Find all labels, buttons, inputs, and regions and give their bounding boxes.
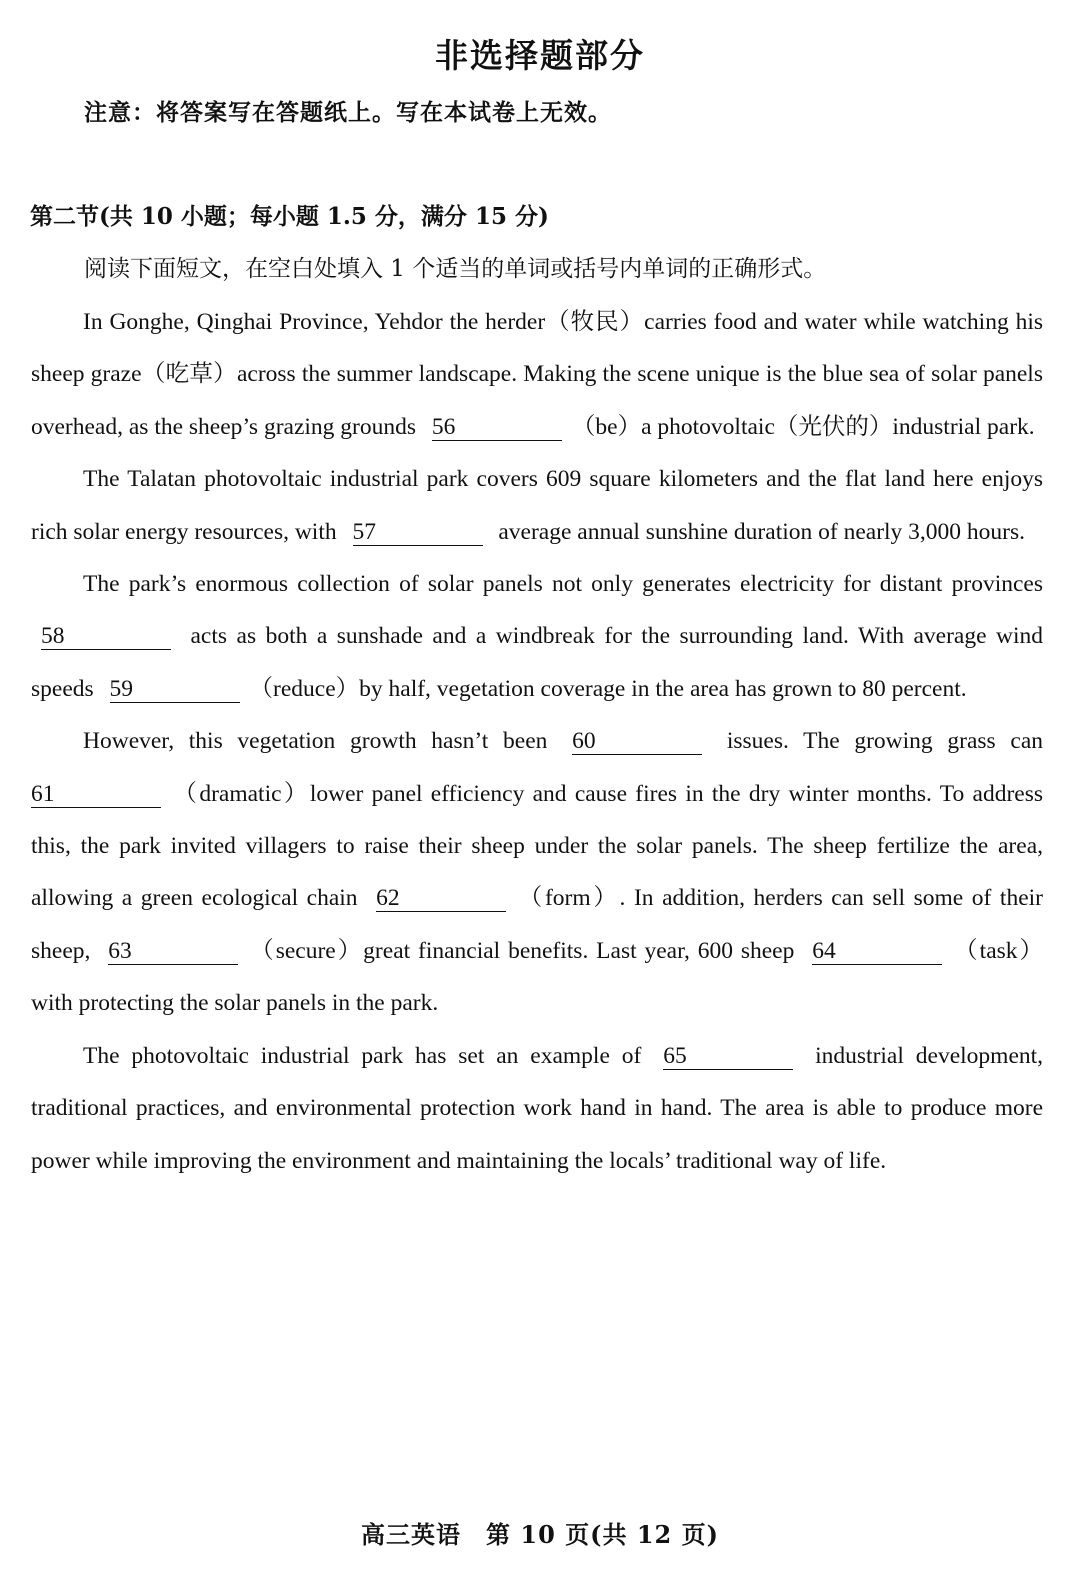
blank-65: 65 bbox=[663, 1043, 793, 1070]
section-heading: 第二节(共 10 小题；每小题 1.5 分，满分 15 分) bbox=[30, 203, 549, 230]
passage-text: （secure）great financial benefits. Last year, 600 sheep bbox=[248, 937, 795, 964]
blank-57: 57 bbox=[353, 519, 483, 546]
blank-61: 61 bbox=[31, 781, 161, 808]
passage-text: industrial development, traditional practices, and environmental protection work hand in hand. The area is able to produce more power while improving the environment and maintaining the locals’ traditional way of life. bbox=[31, 1042, 1044, 1174]
blank-63: 63 bbox=[108, 938, 238, 965]
paragraph-1 bbox=[31, 296, 1043, 453]
passage-text: However, this vegetation growth hasn’t been bbox=[83, 728, 548, 755]
paragraph-2 bbox=[31, 453, 1043, 558]
passage-text: （dramatic）lower panel efficiency and cause fires in the dry winter months. To address this, the park invited villagers to raise their sheep under the solar panels. The sheep fertilize the area, allowing a green ecological chain bbox=[31, 780, 1043, 912]
blank-59: 59 bbox=[110, 676, 240, 703]
passage-text: average annual sunshine duration of nearly 3,000 hours. bbox=[498, 518, 1026, 545]
passage-text: acts as both a sunshade and a windbreak for the surrounding land. With average wind speeds bbox=[31, 623, 1044, 702]
blank-56: 56 bbox=[432, 414, 562, 441]
page-footer: 高三英语 第 10 页(共 12 页) bbox=[361, 1520, 719, 1549]
section-directions: 阅读下面短文，在空白处填入 1 个适当的单词或括号内单词的正确形式。 bbox=[84, 256, 827, 282]
passage-text: The Talatan photovoltaic industrial park covers 609 square kilometers and the flat land here enjoys rich solar energy resources, with bbox=[31, 466, 1043, 545]
answer-notice: 注意：将答案写在答题纸上。写在本试卷上无效。 bbox=[84, 99, 612, 126]
passage-text: （task）with protecting the solar panels in the park. bbox=[31, 937, 1043, 1017]
blank-58: 58 bbox=[41, 623, 171, 650]
passage-text: The park’s enormous collection of solar panels not only generates electricity for distant provinces bbox=[83, 571, 1043, 598]
passage-text: （form）. In addition, herders can sell some of their sheep, bbox=[31, 885, 1043, 964]
passage-text: The photovoltaic industrial park has set an example of bbox=[83, 1042, 642, 1069]
passage bbox=[31, 296, 1043, 1187]
passage-text: （be）a photovoltaic（光伏的）industrial park. bbox=[571, 413, 1035, 440]
paragraph-5 bbox=[31, 1030, 1043, 1187]
blank-64: 64 bbox=[812, 938, 942, 965]
passage-text: In Gonghe, Qinghai Province, Yehdor the herder（牧民）carries food and water while watching his sheep graze（吃草）across the summer landscape. Making the scene unique is the blue sea of solar panels overhead, as the sheep’s grazing grounds bbox=[31, 309, 1043, 440]
blank-60: 60 bbox=[572, 728, 702, 755]
paragraph-4 bbox=[31, 715, 1043, 1029]
blank-62: 62 bbox=[376, 885, 506, 912]
passage-text: （reduce）by half, vegetation coverage in the area has grown to 80 percent. bbox=[249, 675, 967, 702]
paragraph-3 bbox=[31, 558, 1043, 715]
page-title: 非选择题部分 bbox=[435, 36, 645, 75]
passage-text: issues. The growing grass can bbox=[726, 728, 1044, 755]
